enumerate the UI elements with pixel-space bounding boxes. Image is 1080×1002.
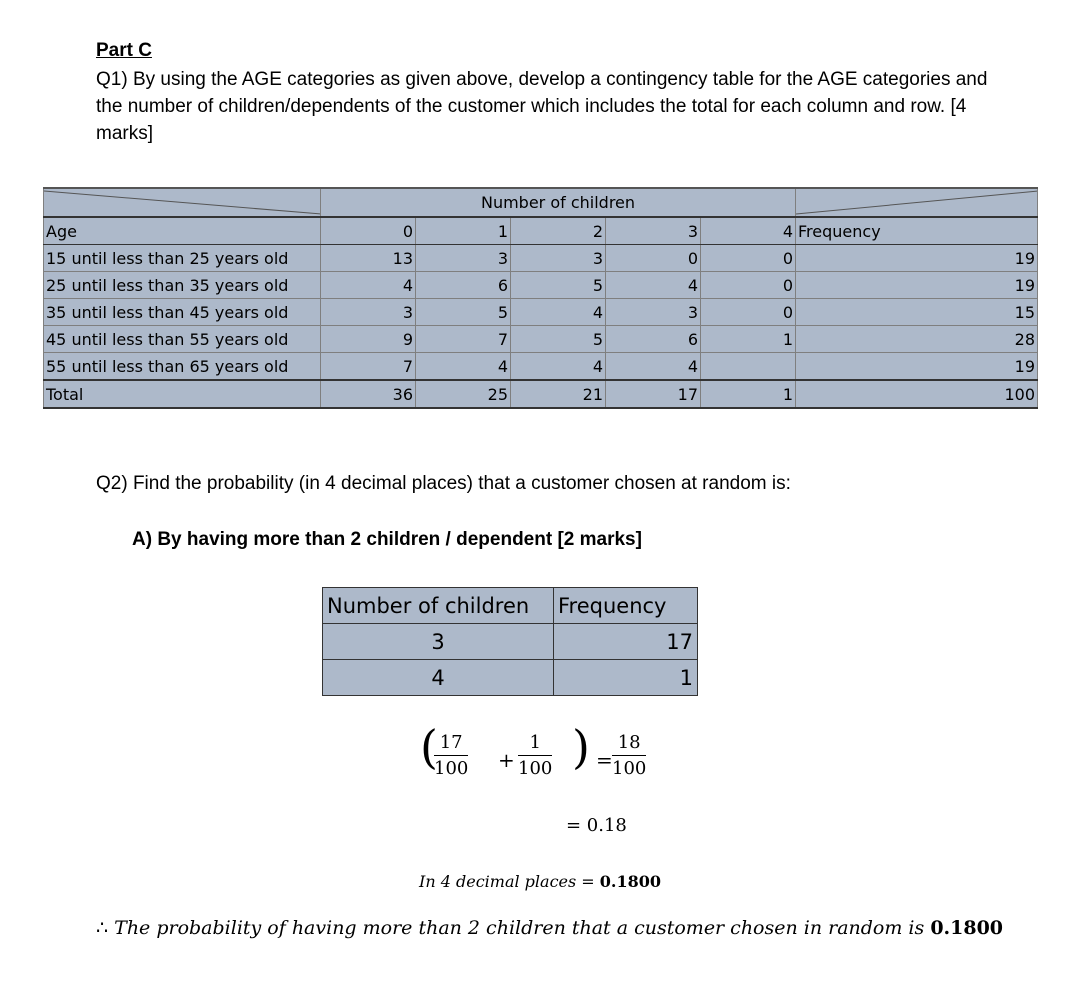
cell: 17 [606, 380, 701, 408]
decimal-label: In 4 decimal places [419, 872, 577, 891]
cell: 5 [511, 272, 606, 299]
fraction [612, 732, 646, 779]
freq-cell: 19 [796, 272, 1038, 299]
cell: 21 [511, 380, 606, 408]
cell: 4 [606, 353, 701, 381]
cell: 4 [416, 353, 511, 381]
col-header: 1 [416, 217, 511, 245]
freq-cell: 100 [796, 380, 1038, 408]
table-row [323, 660, 698, 696]
freq-corner-cell [796, 188, 1038, 217]
cell: 25 [416, 380, 511, 408]
cell: 36 [321, 380, 416, 408]
table-row [323, 624, 698, 660]
row-header-age: Age [44, 217, 321, 245]
col-header: 3 [606, 217, 701, 245]
row-label: 25 until less than 35 years old [44, 272, 321, 299]
question-2-text: Q2) Find the probability (in 4 decimal places) that a customer chosen at random is: [96, 473, 791, 494]
row-label: Total [44, 380, 321, 408]
decimal-value: 0.1800 [599, 872, 662, 891]
cell: 4 [511, 299, 606, 326]
cell: 4 [323, 660, 554, 696]
cell: 1 [554, 660, 698, 696]
equals-sign: = [596, 748, 613, 772]
cell: 0 [701, 245, 796, 272]
cell: 3 [323, 624, 554, 660]
col-header: 0 [321, 217, 416, 245]
table-row [44, 245, 1038, 272]
left-paren: ( [420, 720, 438, 774]
cell: 5 [511, 326, 606, 353]
freq-header: Frequency [796, 217, 1038, 245]
corner-cell [44, 188, 321, 217]
freq-cell: 28 [796, 326, 1038, 353]
cell: 1 [701, 326, 796, 353]
cell: 1 [701, 380, 796, 408]
contingency-table [43, 187, 1038, 409]
table-row [44, 353, 1038, 381]
cell: 6 [606, 326, 701, 353]
conclusion-text: The probability of having more than 2 children that a customer chosen in random is [114, 917, 925, 939]
result-line: = 0.18 [566, 815, 627, 836]
col-header: 2 [511, 217, 606, 245]
cell: 0 [701, 299, 796, 326]
table-row [44, 299, 1038, 326]
denominator: 100 [612, 758, 647, 779]
therefore-symbol: ∴ [96, 917, 109, 939]
question-2a-text: A) By having more than 2 children / dependent [2 marks] [132, 529, 642, 550]
row-label: 35 until less than 45 years old [44, 299, 321, 326]
freq-cell: 19 [796, 353, 1038, 381]
cell: 13 [321, 245, 416, 272]
conclusion-line [96, 917, 1003, 939]
row-label: 45 until less than 55 years old [44, 326, 321, 353]
table-row [44, 326, 1038, 353]
group-header: Number of children [321, 188, 796, 217]
cell: 5 [416, 299, 511, 326]
right-paren: ) [572, 720, 590, 774]
cell: 3 [416, 245, 511, 272]
cell: 3 [606, 299, 701, 326]
cell: 9 [321, 326, 416, 353]
numerator: 1 [518, 732, 552, 756]
cell: 3 [511, 245, 606, 272]
decimal-equals: = [576, 872, 600, 891]
conclusion-value: 0.1800 [930, 917, 1004, 939]
cell: 4 [511, 353, 606, 381]
cell: 3 [321, 299, 416, 326]
cell: 4 [321, 272, 416, 299]
numerator: 17 [434, 732, 468, 756]
row-label: 15 until less than 25 years old [44, 245, 321, 272]
col-header: 4 [701, 217, 796, 245]
frequency-table [322, 587, 698, 696]
cell: 0 [606, 245, 701, 272]
cell: 17 [554, 624, 698, 660]
total-row [44, 380, 1038, 408]
fraction [434, 732, 468, 779]
plus-sign: + [498, 748, 515, 772]
part-title: Part C [96, 40, 152, 61]
freq-cell: 19 [796, 245, 1038, 272]
question-1-text: Q1) By using the AGE categories as given above, develop a contingency table for the AGE categories and the number of children/dependents of the customer which includes the total for each column and row. [4 marks] [96, 69, 988, 144]
cell: 6 [416, 272, 511, 299]
numerator: 18 [612, 732, 646, 756]
decimal-line [419, 872, 661, 891]
row-label: 55 until less than 65 years old [44, 353, 321, 381]
freq-cell: 15 [796, 299, 1038, 326]
table-row [44, 272, 1038, 299]
cell: 7 [321, 353, 416, 381]
denominator: 100 [518, 758, 553, 779]
cell: 4 [606, 272, 701, 299]
fraction [518, 732, 552, 779]
cell: 0 [701, 272, 796, 299]
cell [701, 353, 796, 381]
freq-table-header: Frequency [554, 588, 698, 624]
cell: 7 [416, 326, 511, 353]
denominator: 100 [434, 758, 469, 779]
freq-table-header: Number of children [323, 588, 554, 624]
